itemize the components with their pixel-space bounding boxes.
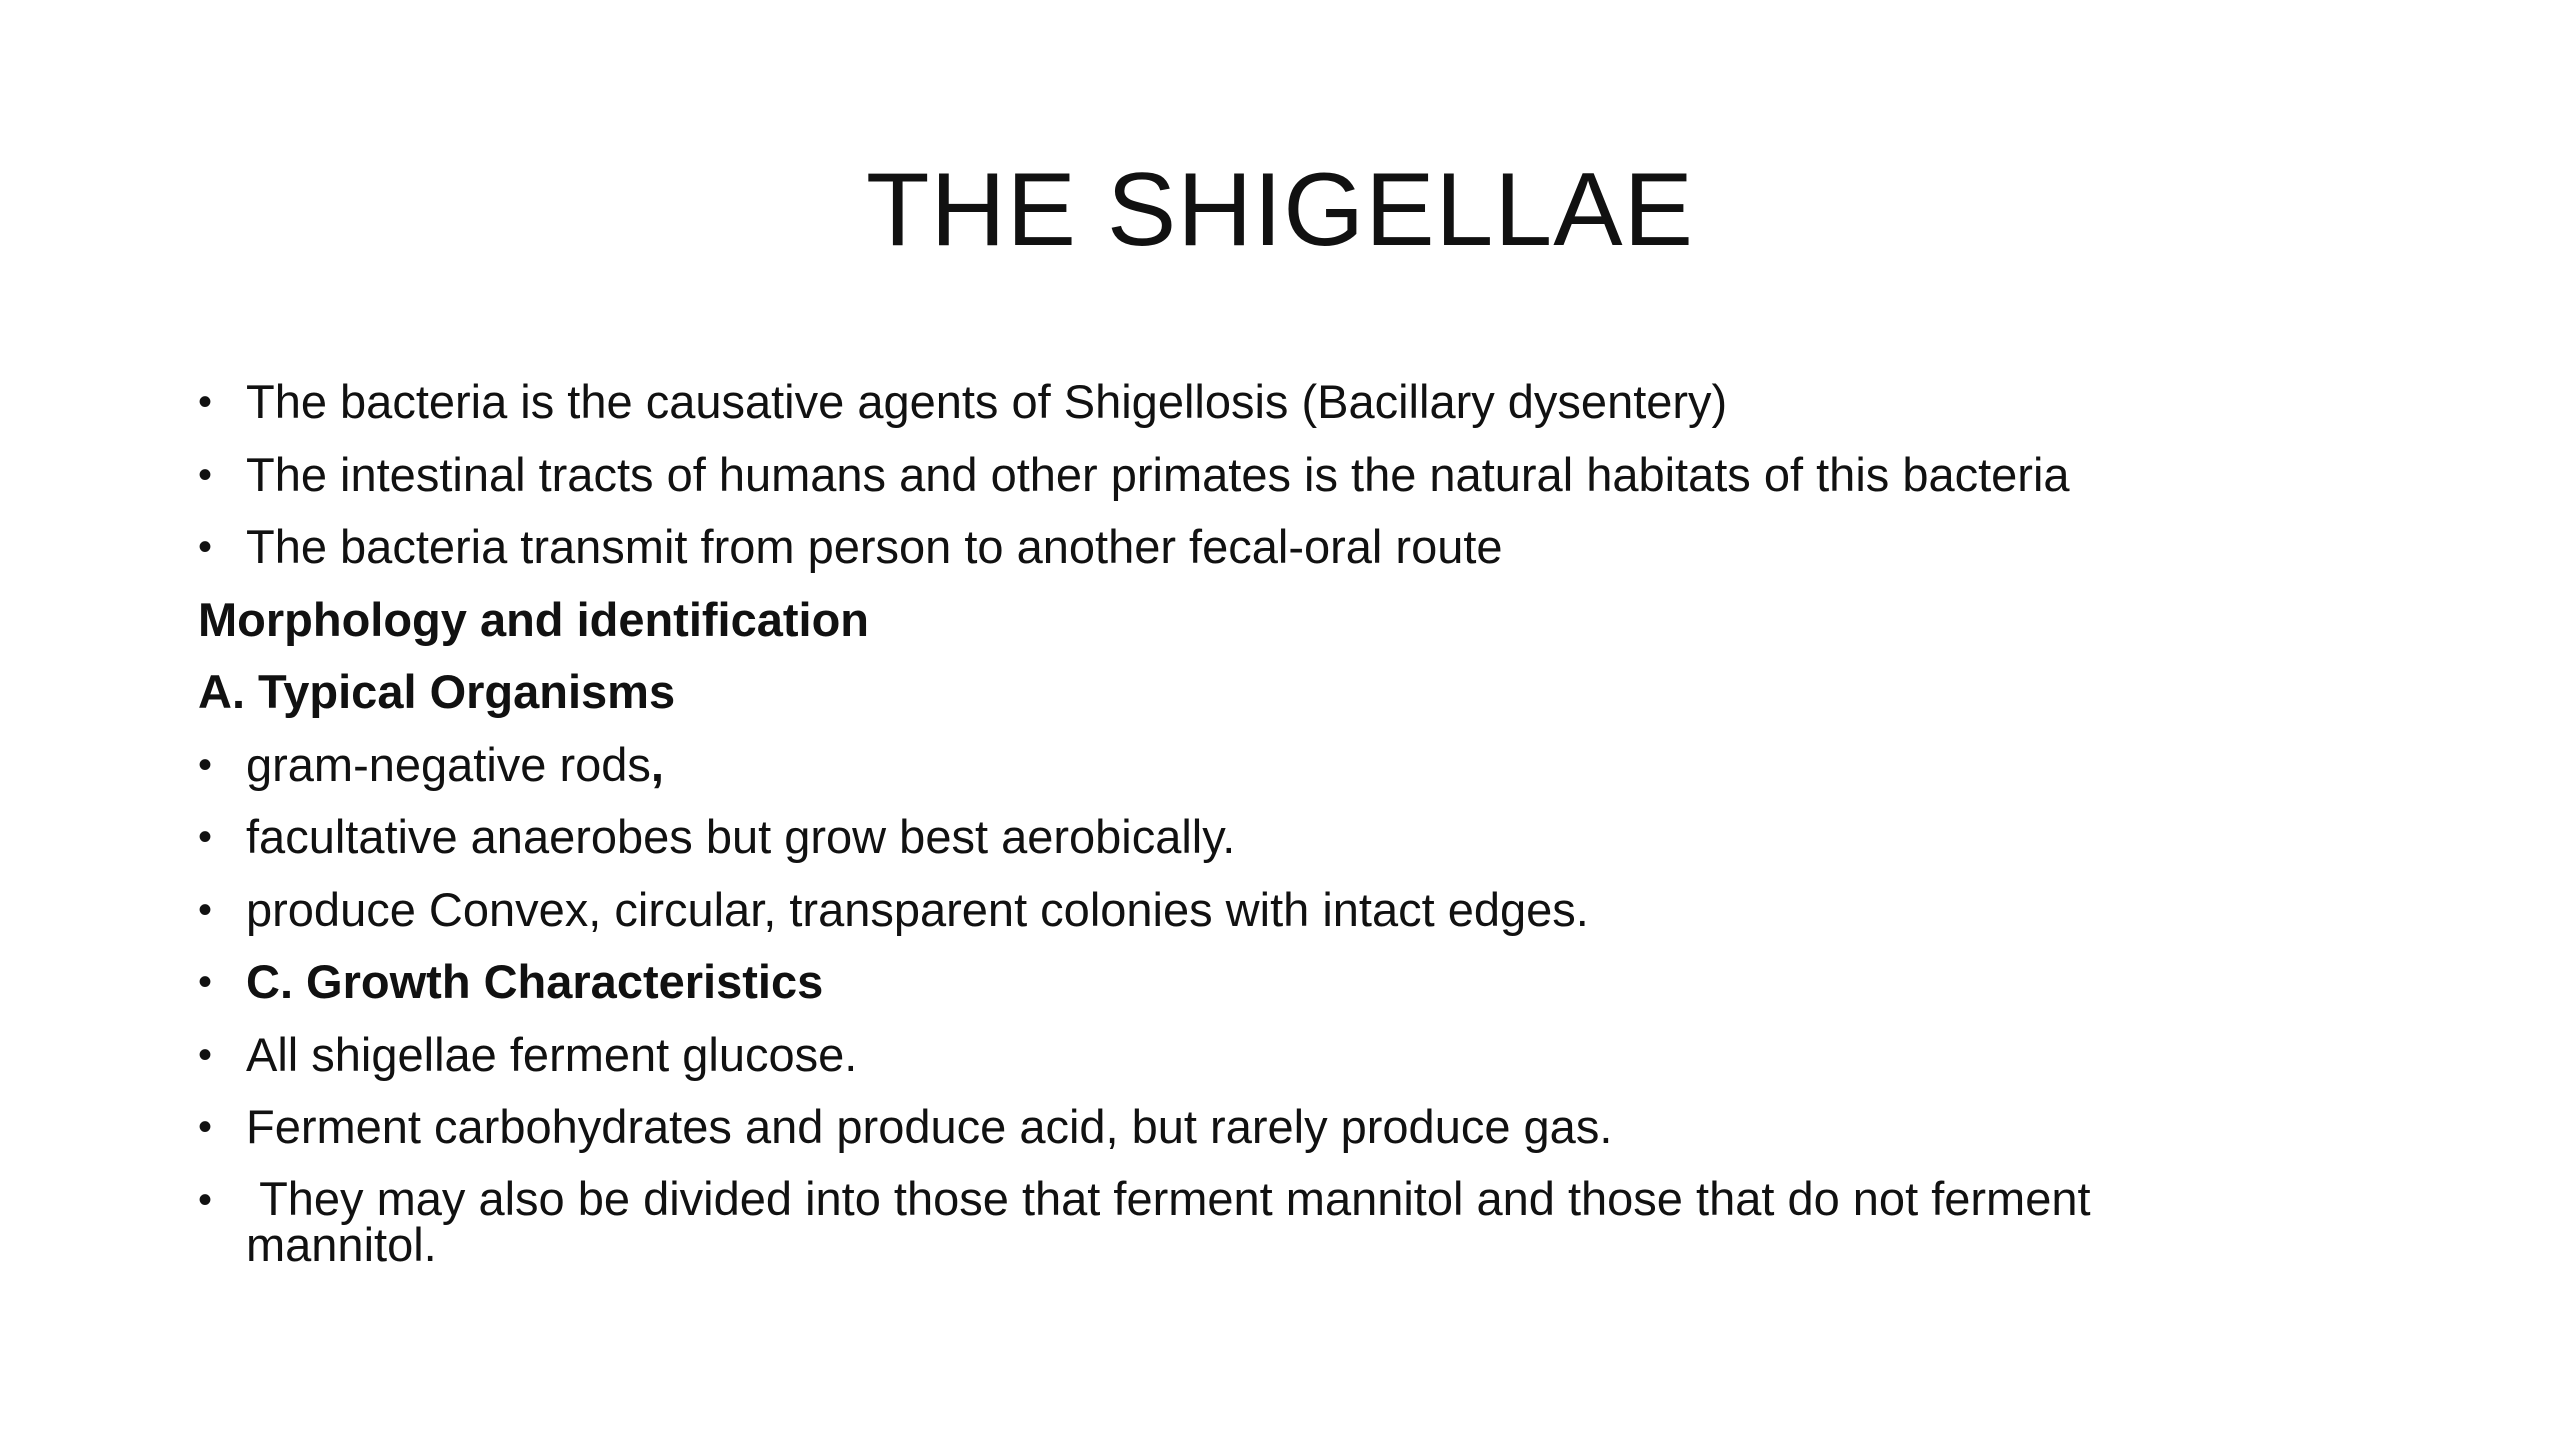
bullet-item-facultative-anaerobes [198, 810, 2248, 863]
bullet-dot: • [198, 380, 213, 424]
slide-content [198, 375, 2248, 1292]
bullet-item-carbohydrates [198, 1100, 2248, 1153]
bullet-text: All shigellae ferment glucose. [246, 1027, 858, 1081]
bullet-text: produce Convex, circular, transparent colonies with intact edges. [246, 882, 1589, 936]
bullet-dot: • [198, 1105, 213, 1149]
bullet-text: The bacteria is the causative agents of Shigellosis (Bacillary dysentery) [246, 375, 1728, 428]
bullet-text: gram-negative rods [246, 737, 651, 791]
bullet-text: C. Growth Characteristics [246, 955, 824, 1008]
bullet-dot: • [198, 815, 213, 859]
bullet-item-habitat [198, 447, 2248, 501]
bullet-text: They may also be divided into those that ferment mannitol and those that do not ferment mannitol. [246, 1171, 2104, 1271]
bullet-item-mannitol [198, 1171, 2248, 1271]
bullet-dot: • [198, 887, 213, 932]
bullet-text: The intestinal tracts of humans and other primates is the natural habitats of this bacteria [246, 447, 2070, 501]
bullet-dot: • [198, 742, 213, 787]
bullet-text: The bacteria transmit from person to another fecal-oral route [246, 520, 1503, 573]
section-heading-morphology: Morphology and identification [198, 592, 870, 646]
section-heading-typical-organisms: A. Typical Organisms [198, 665, 676, 718]
bullet-dot: • [198, 960, 213, 1004]
bullet-dot: • [198, 1032, 213, 1077]
bullet-dot: • [198, 452, 213, 497]
bullet-item-growth-characteristics [198, 955, 2248, 1008]
bullet-dot: • [198, 1177, 213, 1222]
bullet-dot: • [198, 525, 213, 569]
bullet-item-causative-agent [198, 375, 2248, 428]
bullet-item-transmission [198, 520, 2248, 573]
bullet-item-gram-negative [198, 737, 2248, 791]
bullet-item-colonies [198, 882, 2248, 936]
bullet-item-ferment-glucose [198, 1027, 2248, 1081]
bullet-text: facultative anaerobes but grow best aerobically. [246, 810, 1236, 863]
slide-title: THE SHIGELLAE [866, 152, 1694, 268]
bullet-text: Ferment carbohydrates and produce acid, but rarely produce gas. [246, 1100, 1613, 1153]
bullet-text-suffix: , [650, 737, 664, 791]
